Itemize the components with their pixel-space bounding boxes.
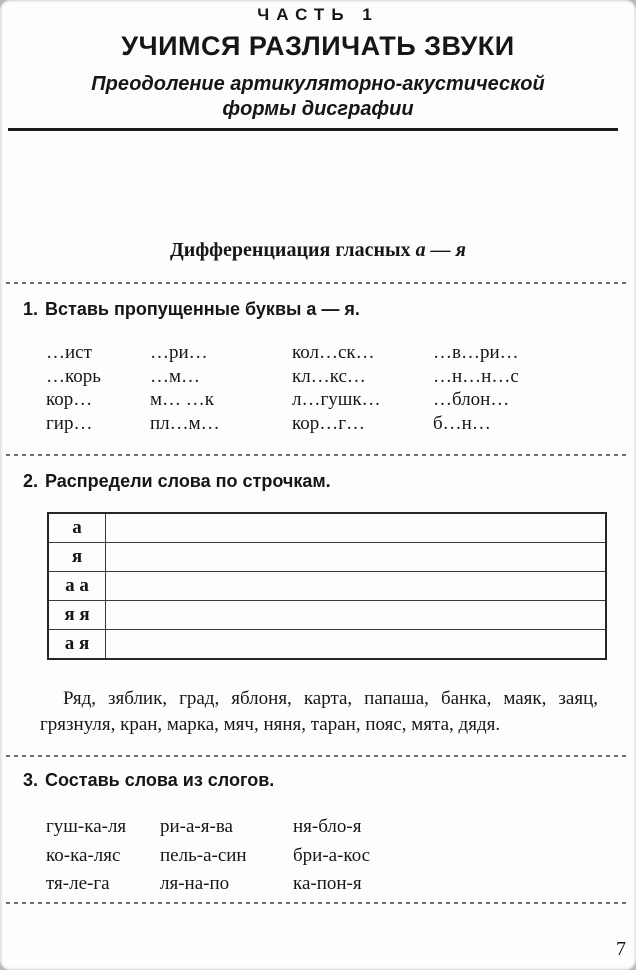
row-label: я — [48, 543, 106, 572]
task2-number: 2. — [23, 471, 39, 491]
task1-word: …блон… — [433, 389, 510, 410]
subtitle-line-2: формы дисграфии — [222, 98, 414, 120]
task1-word: …в…ри… — [433, 342, 519, 363]
task1-letters: а — я. — [306, 299, 360, 319]
row-label: а я — [48, 630, 106, 660]
row-label: а — [48, 513, 106, 543]
task3-syllables: ня-бло-я — [293, 816, 362, 837]
dashed-divider-2 — [6, 454, 630, 456]
answer-cell — [106, 601, 607, 630]
answer-cell — [106, 630, 607, 660]
row-label: я я — [48, 601, 106, 630]
task1-word: кл…кс… — [292, 365, 366, 387]
table-row — [48, 572, 606, 601]
task3-syllables: ри-а-я-ва — [160, 816, 233, 837]
task1-word: пл…м… — [150, 412, 220, 434]
dashed-divider-4 — [6, 902, 630, 904]
answer-cell — [106, 572, 607, 601]
subtitle-line-1: Преодоление артикуляторно-акустической — [91, 73, 545, 95]
section-title — [0, 239, 636, 262]
task3-syllables: гуш-ка-ля — [46, 816, 127, 837]
task1-header — [23, 299, 616, 320]
dashed-divider-3 — [6, 755, 630, 757]
task3-syllables: бри-а-кос — [293, 844, 371, 866]
task3-syllables: ка-пон-я — [293, 873, 362, 894]
task3-syllables: тя-ле-га — [46, 873, 110, 894]
task1-word: кор… — [46, 389, 93, 410]
task3-syllables: ля-на-по — [160, 873, 230, 894]
section-title-letters: а — я — [415, 239, 466, 261]
task1-word: …м… — [150, 365, 201, 387]
book-subtitle — [0, 72, 636, 122]
task3-number: 3. — [23, 770, 39, 790]
task1-word: б…н… — [433, 412, 491, 434]
answer-cell — [106, 513, 607, 543]
task2-word-list: Ряд, зяблик, град, яблоня, карта, папаша, банка, маяк, заяц, грязнуля, кран, марка, мяч, няня, таран, пояс, мята, дядя. — [40, 688, 598, 735]
part-label: ЧАСТЬ 1 — [257, 5, 379, 24]
task1-word: …корь — [46, 365, 101, 387]
table-row — [48, 513, 606, 543]
book-title: УЧИМСЯ РАЗЛИЧАТЬ ЗВУКИ — [121, 31, 515, 61]
task1-word: л…гушк… — [292, 389, 381, 410]
table-row — [48, 601, 606, 630]
task1-word: …ист — [46, 342, 92, 363]
task2-sorting-table — [47, 512, 607, 660]
task3-syllable-grid — [46, 813, 616, 899]
task3-syllables: ко-ка-ляс — [46, 844, 121, 866]
header-rule — [8, 128, 618, 131]
task1-instruction: Вставь пропущенные буквы — [45, 299, 302, 319]
table-row — [48, 630, 606, 660]
task2-instruction: Распредели слова по строчкам. — [45, 471, 331, 491]
task1-word: м… …к — [150, 389, 215, 410]
answer-cell — [106, 543, 607, 572]
task1-word: …ри… — [150, 342, 208, 363]
table-row — [48, 543, 606, 572]
task1-number: 1. — [23, 299, 39, 319]
task1-word: гир… — [46, 412, 93, 434]
row-label: а а — [48, 572, 106, 601]
task3-header — [23, 770, 616, 791]
page-number: 7 — [616, 938, 626, 960]
task2-header — [23, 471, 616, 492]
task1-word: …н…н…с — [433, 365, 519, 387]
task1-word: кол…ск… — [292, 342, 375, 363]
task1-word-grid — [46, 341, 616, 435]
task3-syllables: пель-а-син — [160, 844, 247, 866]
task1-word: кор…г… — [292, 412, 366, 434]
dashed-divider-1 — [6, 282, 630, 284]
task3-instruction: Составь слова из слогов. — [45, 770, 275, 790]
section-title-text: Дифференциация гласных — [170, 239, 411, 261]
